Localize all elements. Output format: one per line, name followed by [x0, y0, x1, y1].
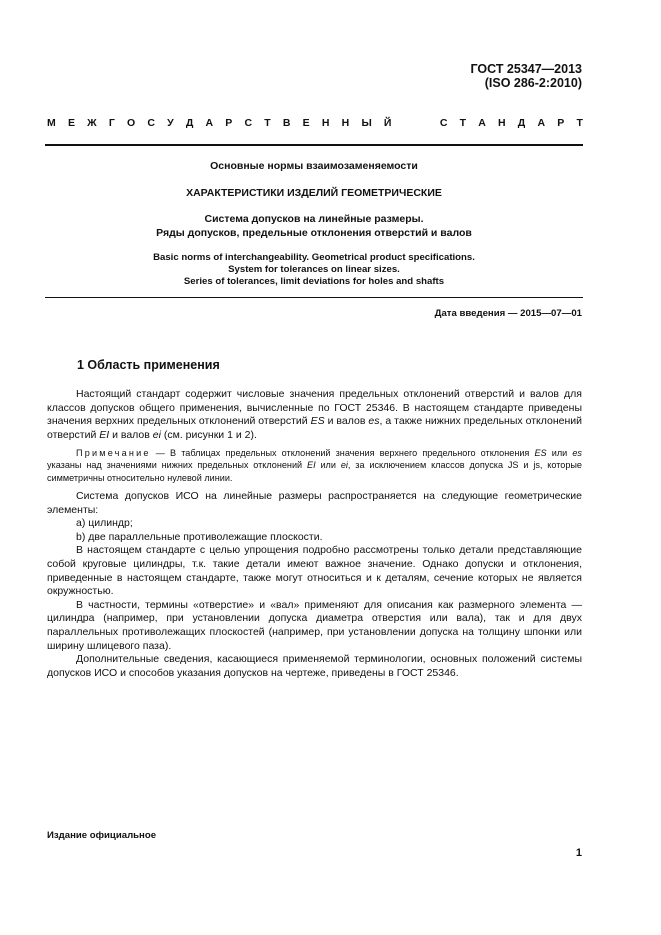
- title-characteristics: ХАРАКТЕРИСТИКИ ИЗДЕЛИЙ ГЕОМЕТРИЧЕСКИЕ: [186, 187, 442, 199]
- introduction-date: Дата введения — 2015—07—01: [434, 308, 582, 319]
- paragraph-4: В частности, термины «отверстие» и «вал» применяют для описания как размерного элемента — цилиндра (например, при установлении допуска диаметра отверстия или вала), так и для двух параллельных противолежащих плоскостей (например, при установлении допуска на толщину шпонки или ширину шлицевого паза).: [47, 598, 582, 652]
- official-edition: Издание официальное: [47, 830, 157, 841]
- banner-letter: У: [167, 117, 174, 129]
- banner-letter: Г: [108, 117, 115, 129]
- page-number: 1: [575, 847, 582, 859]
- banner-letter: А: [205, 117, 214, 129]
- banner-letter: М: [47, 117, 56, 129]
- banner-letter: Т: [264, 117, 271, 129]
- title-series: Ряды допусков, предельные отклонения отверстий и валов: [156, 227, 472, 239]
- banner-letter: С: [244, 117, 253, 129]
- banner-letter: А: [478, 117, 486, 129]
- title-en-2: System for tolerances on linear sizes.: [228, 264, 400, 275]
- paragraph-2: Система допусков ИСО на линейные размеры распространяется на следующие геометрические элементы:: [47, 490, 582, 516]
- banner-letter: Н: [321, 117, 330, 129]
- gost-number: ГОСТ 25347—2013: [470, 62, 582, 76]
- banner-letter: Н: [498, 117, 506, 129]
- paragraph-body: [47, 490, 582, 680]
- note-label: Примечание: [76, 448, 151, 458]
- banner-letter: О: [126, 117, 136, 129]
- banner-letter: Н: [341, 117, 350, 129]
- banner-letter: Ы: [361, 117, 372, 129]
- banner-letter: Ж: [87, 117, 97, 129]
- banner-letter: Т: [459, 117, 467, 129]
- paragraph-5: Дополнительные сведения, касающиеся применяемой терминологии, основных положений системы допусков ИСО и способов указания допусков на чертеже, приведены в ГОСТ 25346.: [47, 653, 582, 679]
- banner-letter: Р: [557, 117, 565, 129]
- banner-letter: Е: [67, 117, 75, 129]
- banner-letter: А: [537, 117, 546, 129]
- standard-code: [470, 62, 582, 90]
- banner-letter: В: [282, 117, 291, 129]
- banner-letter: С: [439, 117, 448, 129]
- list-item-a: а) цилиндр;: [76, 517, 133, 530]
- title-en-3: Series of tolerances, limit deviations for holes and shafts: [183, 276, 445, 287]
- banner-letter: Р: [225, 117, 233, 129]
- banner-letter: Е: [302, 117, 310, 129]
- iso-number: (ISO 286-2:2010): [484, 76, 582, 90]
- paragraph-1: Настоящий стандарт содержит числовые значения предельных отклонений отверстий и валов для классов допусков общего применения, вычисленные по ГОСТ 25346. В настоящем стандарте приведены значения верхних предельных отклонений отверстий ES и валов es, а также нижних предельных отклонений отверстий EI и валов ei (см. рисунки 1 и 2).: [47, 388, 582, 441]
- banner-letter: Т: [576, 117, 583, 129]
- banner-letter: Й: [383, 117, 392, 129]
- banner-letter: С: [147, 117, 155, 129]
- title-system: Система допусков на линейные размеры.: [204, 213, 424, 225]
- section-title: 1 Область применения: [77, 358, 220, 372]
- banner-letter: Д: [517, 117, 526, 129]
- note: Примечание — В таблицах предельных отклонений значения верхнего предельного отклонения ES или es указаны над значениями нижних предельных отклонений EI или ei, за исключением классов допуска JS и js, которые симметричны относительно нулевой линии.: [47, 448, 582, 483]
- banner-gap: [404, 117, 428, 129]
- list-item-b: b) две параллельные противолежащие плоскости.: [76, 530, 323, 543]
- title-basic-norms: Основные нормы взаимозаменяемости: [210, 160, 418, 172]
- title-en-1: Basic norms of interchangeability. Geometrical product specifications.: [153, 252, 475, 263]
- header-rule: [45, 144, 583, 146]
- paragraph-3: В настоящем стандарте с целью упрощения подробно рассмотрены только детали представляющие собой круговые цилиндры, т.к. такие детали имеют важное значение. Однако допуски и отклонения, приведенные в настоящем стандарте, также могут относиться и к деталям, сечение которых не является окружностью.: [47, 544, 582, 598]
- banner-letter: Д: [185, 117, 194, 129]
- interstate-standard-banner: [47, 117, 583, 129]
- title-rule: [45, 297, 583, 298]
